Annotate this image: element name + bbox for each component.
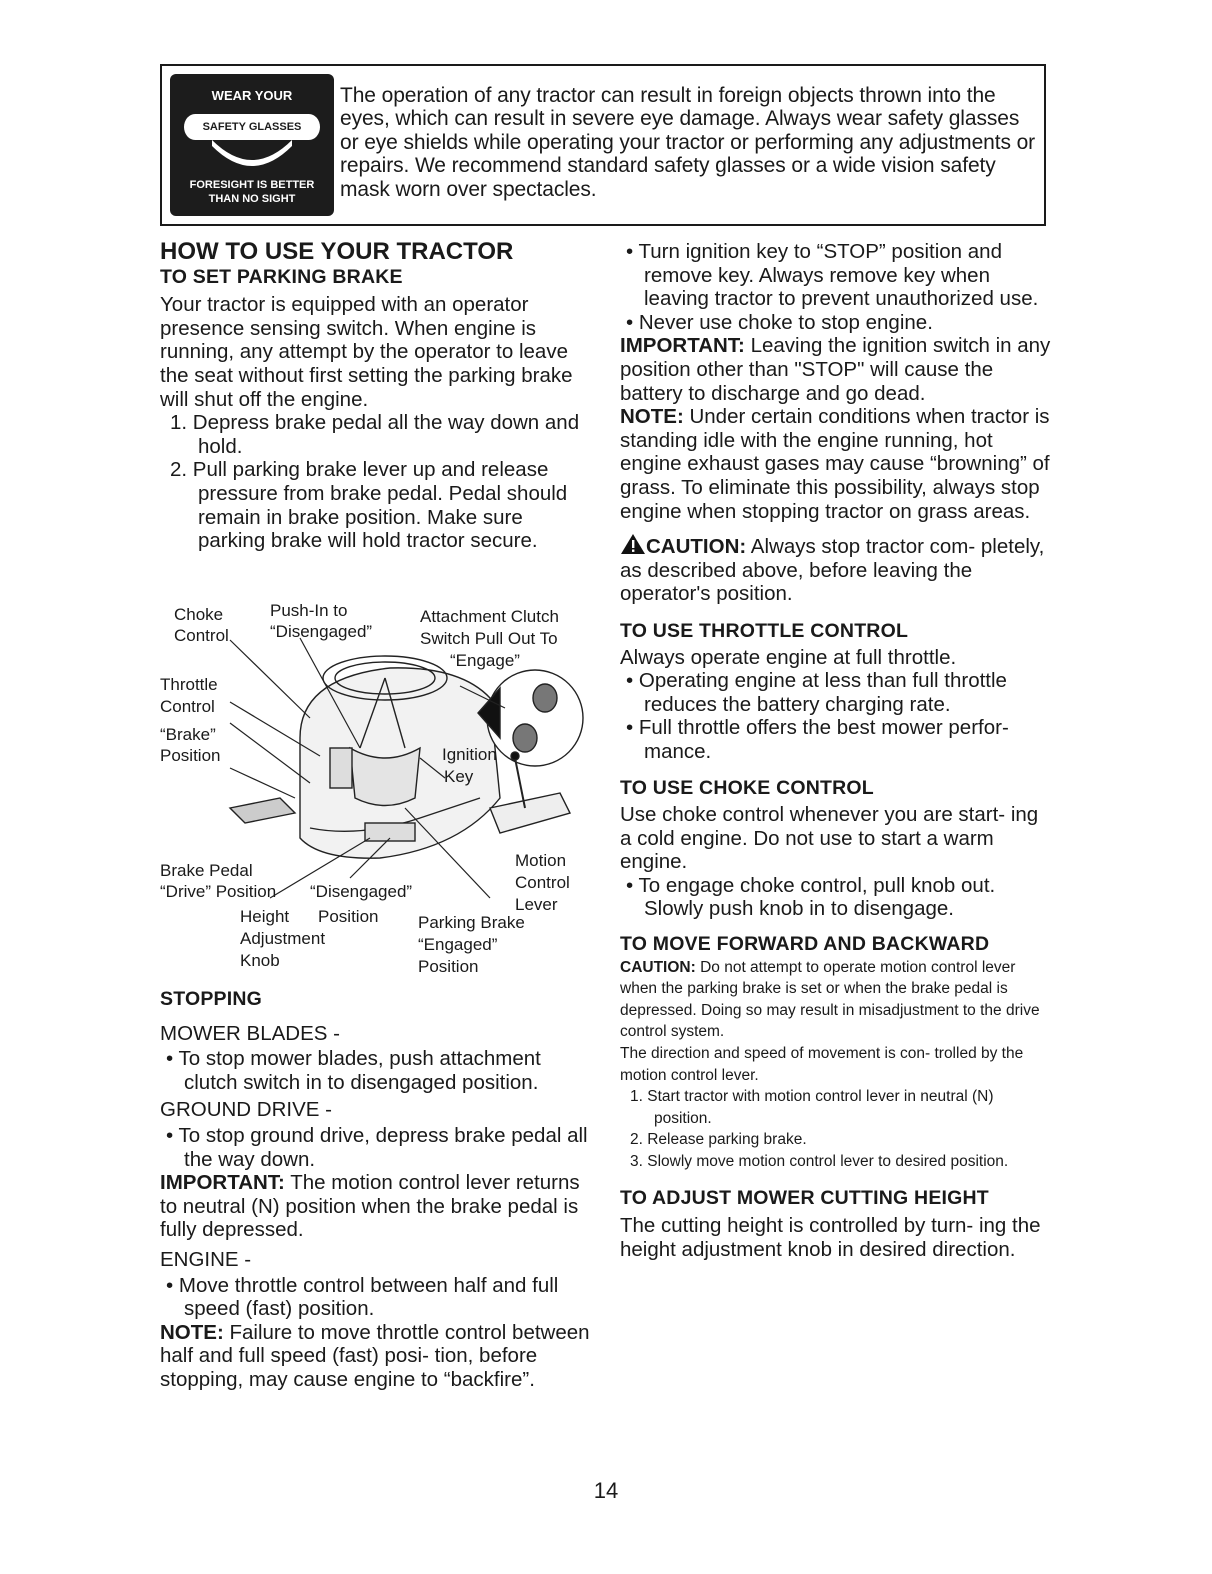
label-brake-pedal: Brake Pedal	[160, 861, 253, 880]
label-brake-2: Position	[160, 746, 221, 765]
adjust-text: The cutting height is controlled by turn- ing the height adjustment knob in desired direction.	[620, 1214, 1041, 1261]
ignition-bullet: • Turn ignition key to “STOP” position and remove key. Always remove key when leaving tractor to prevent unauthorized use.	[626, 240, 1039, 311]
right-important-paragraph	[620, 334, 1052, 405]
move-heading: TO MOVE FORWARD AND BACKWARD	[620, 933, 990, 956]
goggles-icon	[208, 136, 296, 176]
mower-blades-bullet: • To stop mower blades, push attachment clutch switch in to disengaged position.	[166, 1047, 541, 1094]
caution-label: CAUTION:	[646, 535, 747, 559]
move-step-1: 1. Start tractor with motion control lever in neutral (N) position.	[630, 1088, 994, 1127]
engine-label: ENGINE -	[160, 1247, 252, 1271]
label-throttle-1: Throttle	[160, 675, 218, 694]
important-paragraph	[160, 1171, 592, 1242]
note-paragraph	[160, 1321, 592, 1392]
right-note-paragraph	[620, 405, 1052, 523]
mower-blades-label: MOWER BLADES -	[160, 1021, 340, 1045]
choke-bullet: • Never use choke to stop engine.	[626, 310, 933, 334]
label-ignition-2: Key	[444, 767, 474, 786]
note-label: NOTE:	[160, 1320, 224, 1344]
important-label: IMPORTANT:	[160, 1171, 285, 1195]
engine-bullet: • Move throttle control between half and full speed (fast) position.	[166, 1273, 559, 1321]
move-direction: The direction and speed of movement is con- trolled by the motion control lever.	[620, 1045, 1024, 1084]
label-attach-2: Switch Pull Out To	[420, 629, 558, 648]
label-parking-1: Parking Brake	[418, 913, 525, 932]
parking-step-2: 2. Pull parking brake lever up and release pressure from brake pedal. Pedal should remain in brake position. Make sure parking brake will hold tractor secure.	[170, 458, 568, 553]
parking-intro: Your tractor is equipped with an operator presence sensing switch. When engine is running, any attempt by the operator to leave the seat without first setting the parking brake will shut off the engine.	[160, 293, 573, 411]
section-title: HOW TO USE YOUR TRACTOR	[160, 238, 514, 265]
move-section	[620, 957, 1052, 1173]
move-step-3: 3. Slowly move motion control lever to desired position.	[630, 1152, 1009, 1170]
adjust-heading: TO ADJUST MOWER CUTTING HEIGHT	[620, 1186, 989, 1209]
label-parking-3: Position	[418, 957, 479, 976]
caution-paragraph	[620, 533, 1052, 606]
label-parking-2: “Engaged”	[418, 935, 498, 954]
badge-line-4: THAN NO SIGHT	[208, 193, 296, 205]
left-column-bottom	[160, 988, 592, 1392]
label-height-1: Height	[240, 907, 290, 926]
label-ignition-1: Ignition	[442, 745, 497, 764]
tractor-illustration	[160, 598, 590, 988]
caution-text: Always stop tractor com- pletely, as described above, before leaving the operator's position.	[620, 535, 1045, 606]
label-choke-1: Choke	[174, 605, 224, 624]
label-brake-1: “Brake”	[160, 725, 216, 744]
tractor-controls-diagram	[160, 598, 590, 988]
choke-bullet-1: • To engage choke control, pull knob out. Slowly push knob in to disengage.	[626, 873, 996, 921]
label-height-3: Knob	[240, 951, 280, 970]
badge-line-2: SAFETY GLASSES	[184, 114, 320, 140]
throttle-bullet-2: • Full throttle offers the best mower perfor- mance.	[626, 716, 1009, 763]
label-height-2: Adjustment	[240, 929, 326, 948]
badge-line-1: WEAR YOUR	[211, 88, 293, 103]
label-pushin-2: “Disengaged”	[270, 622, 373, 641]
label-attach-1: Attachment Clutch	[420, 607, 559, 626]
move-caution-text: Do not attempt to operate motion control lever when the parking brake is set or when the brake pedal is depressed. Doing so may result in misadjustment to the drive control system.	[620, 958, 1040, 1041]
throttle-bullet-1: • Operating engine at less than full throttle reduces the battery charging rate.	[626, 669, 1007, 716]
page-number: 14	[593, 1478, 619, 1503]
badge-line-3: FORESIGHT IS BETTER	[189, 179, 315, 191]
label-position: Position	[318, 907, 379, 926]
throttle-heading: TO USE THROTTLE CONTROL	[620, 619, 909, 642]
label-motion-3: Lever	[515, 895, 558, 914]
label-drive-position: “Drive” Position	[160, 882, 277, 901]
stopping-heading: STOPPING	[160, 988, 263, 1010]
label-throttle-2: Control	[160, 697, 215, 716]
label-motion-1: Motion	[515, 851, 567, 870]
left-column-top	[160, 240, 592, 553]
parking-step-1: 1. Depress brake pedal all the way down and hold.	[170, 411, 580, 458]
move-caution-paragraph	[620, 957, 1052, 1043]
label-motion-2: Control	[515, 873, 570, 892]
right-important-text: Leaving the ignition switch in any position other than "STOP" will cause the battery to discharge and go dead.	[620, 334, 1051, 405]
ground-drive-bullet: • To stop ground drive, depress brake pedal all the way down.	[166, 1123, 588, 1171]
label-pushin-1: Push-In to	[270, 601, 348, 620]
choke-intro: Use choke control whenever you are start- ing a cold engine. Do not use to start a warm engine.	[620, 803, 1039, 874]
label-attach-3: “Engage”	[450, 651, 520, 670]
move-caution-label: CAUTION:	[620, 958, 696, 976]
throttle-intro: Always operate engine at full throttle.	[620, 645, 957, 669]
label-disengaged: “Disengaged”	[310, 882, 413, 901]
note-text: Failure to move throttle control between half and full speed (fast) posi- tion, before stopping, may cause engine to “backfire”.	[160, 1320, 590, 1391]
right-note-label: NOTE:	[620, 405, 684, 429]
right-column	[620, 240, 1052, 1261]
right-important-label: IMPORTANT:	[620, 334, 745, 358]
safety-warning-text: The operation of any tractor can result in foreign objects thrown into the eyes, which can result in severe eye damage. Always wear safety glasses or eye shields while operating your tractor or performing any adjustments or repairs. We recommend standard safety glasses or a wide vision safety mask worn over spectacles.	[340, 84, 1036, 201]
parking-brake-heading: TO SET PARKING BRAKE	[160, 265, 403, 288]
safety-glasses-badge	[170, 74, 334, 216]
warning-triangle-icon	[620, 533, 646, 555]
move-step-2: 2. Release parking brake.	[630, 1131, 807, 1149]
right-note-text: Under certain conditions when tractor is standing idle with the engine running, hot engine exhaust gases may cause “browning” of grass. To eliminate this possibility, always stop engine when stopping tractor on grass areas.	[620, 405, 1050, 523]
label-choke-2: Control	[174, 626, 229, 645]
safety-warning-box	[160, 64, 1046, 226]
important-text: The motion control lever returns to neutral (N) position when the brake pedal is fully depressed.	[160, 1171, 580, 1242]
choke-heading: TO USE CHOKE CONTROL	[620, 777, 874, 800]
ground-drive-label: GROUND DRIVE -	[160, 1098, 332, 1122]
